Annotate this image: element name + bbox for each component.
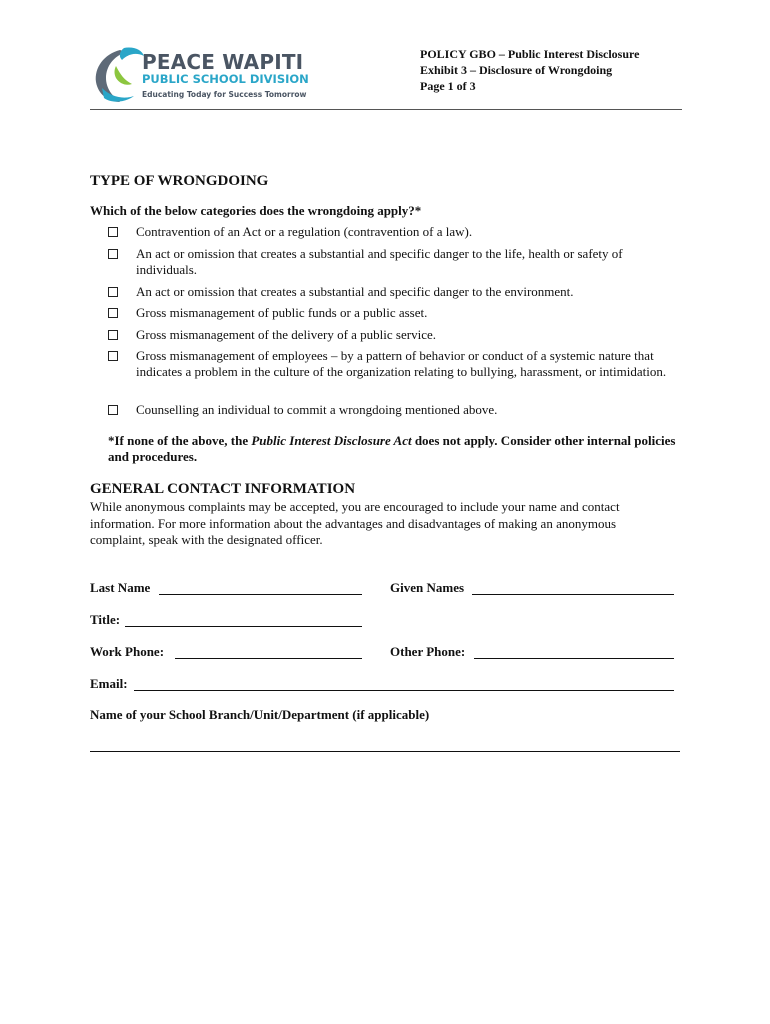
section-heading-contact: GENERAL CONTACT INFORMATION — [90, 481, 356, 497]
branch-label: Name of your School Branch/Unit/Department (if applicable) — [90, 707, 430, 722]
given-names-label: Given Names — [390, 580, 465, 595]
work-phone-field[interactable] — [175, 658, 362, 659]
wrongdoing-option — [108, 224, 668, 240]
logo-name: PEACE WAPITI — [142, 50, 304, 74]
checkbox[interactable] — [108, 405, 118, 415]
note-suffix: does not apply. Consider other internal policies and procedures. — [108, 433, 676, 464]
email-label: Email: — [90, 676, 128, 691]
note-prefix: *If none of the above, the — [108, 433, 252, 448]
wrongdoing-option — [108, 246, 668, 278]
checkbox[interactable] — [108, 249, 118, 259]
checkbox[interactable] — [108, 308, 118, 318]
option-label: An act or omission that creates a substantial and specific danger to the environment. — [136, 284, 574, 299]
work-phone-label: Work Phone: — [90, 644, 165, 659]
option-label: Counselling an individual to commit a wrongdoing mentioned above. — [136, 402, 498, 417]
applicability-note — [108, 433, 678, 465]
header-divider — [90, 109, 682, 110]
wrongdoing-option — [108, 305, 668, 321]
logo-division: PUBLIC SCHOOL DIVISION — [142, 72, 309, 86]
checkbox[interactable] — [108, 351, 118, 361]
other-phone-label: Other Phone: — [390, 644, 466, 659]
option-label: Gross mismanagement of the delivery of a public service. — [136, 327, 436, 342]
option-label: Gross mismanagement of public funds or a public asset. — [136, 305, 428, 320]
wrongdoing-option — [108, 284, 668, 300]
given-names-field[interactable] — [472, 594, 674, 595]
branch-field[interactable] — [90, 751, 680, 752]
policy-title: POLICY GBO – Public Interest Disclosure — [420, 47, 640, 61]
option-label: Gross mismanagement of employees – by a pattern of behavior or conduct of a systemic nature that indicates a problem in the culture of the organization relating to bullying, harassment, or intimidation. — [136, 348, 667, 379]
option-label: Contravention of an Act or a regulation (contravention of a law). — [136, 224, 473, 239]
act-name: Public Interest Disclosure Act — [251, 433, 412, 448]
logo-tagline: Educating Today for Success Tomorrow — [142, 90, 307, 99]
logo-swirl-icon — [96, 47, 144, 102]
email-field[interactable] — [134, 690, 674, 691]
contact-intro: While anonymous complaints may be accepted, you are encouraged to include your name and contact information. For more information about the advantages and disadvantages of making an anonymous complaint, speak with the designated officer. — [90, 499, 620, 547]
checkbox[interactable] — [108, 227, 118, 237]
title-label: Title: — [90, 612, 121, 627]
checkbox[interactable] — [108, 330, 118, 340]
wrongdoing-option — [108, 402, 668, 418]
other-phone-field[interactable] — [474, 658, 674, 659]
document-header — [420, 46, 639, 94]
option-label: An act or omission that creates a substantial and specific danger to the life, health or safety of individuals. — [136, 246, 623, 277]
exhibit-title: Exhibit 3 – Disclosure of Wrongdoing — [420, 63, 613, 77]
page-number: Page 1 of 3 — [420, 79, 476, 93]
last-name-field[interactable] — [159, 594, 362, 595]
last-name-label: Last Name — [90, 580, 151, 595]
checkbox[interactable] — [108, 287, 118, 297]
wrongdoing-option — [108, 348, 668, 380]
title-field[interactable] — [125, 626, 362, 627]
wrongdoing-question: Which of the below categories does the wrongdoing apply?* — [90, 203, 422, 218]
wrongdoing-option — [108, 327, 668, 343]
section-heading-wrongdoing: TYPE OF WRONGDOING — [90, 173, 269, 189]
